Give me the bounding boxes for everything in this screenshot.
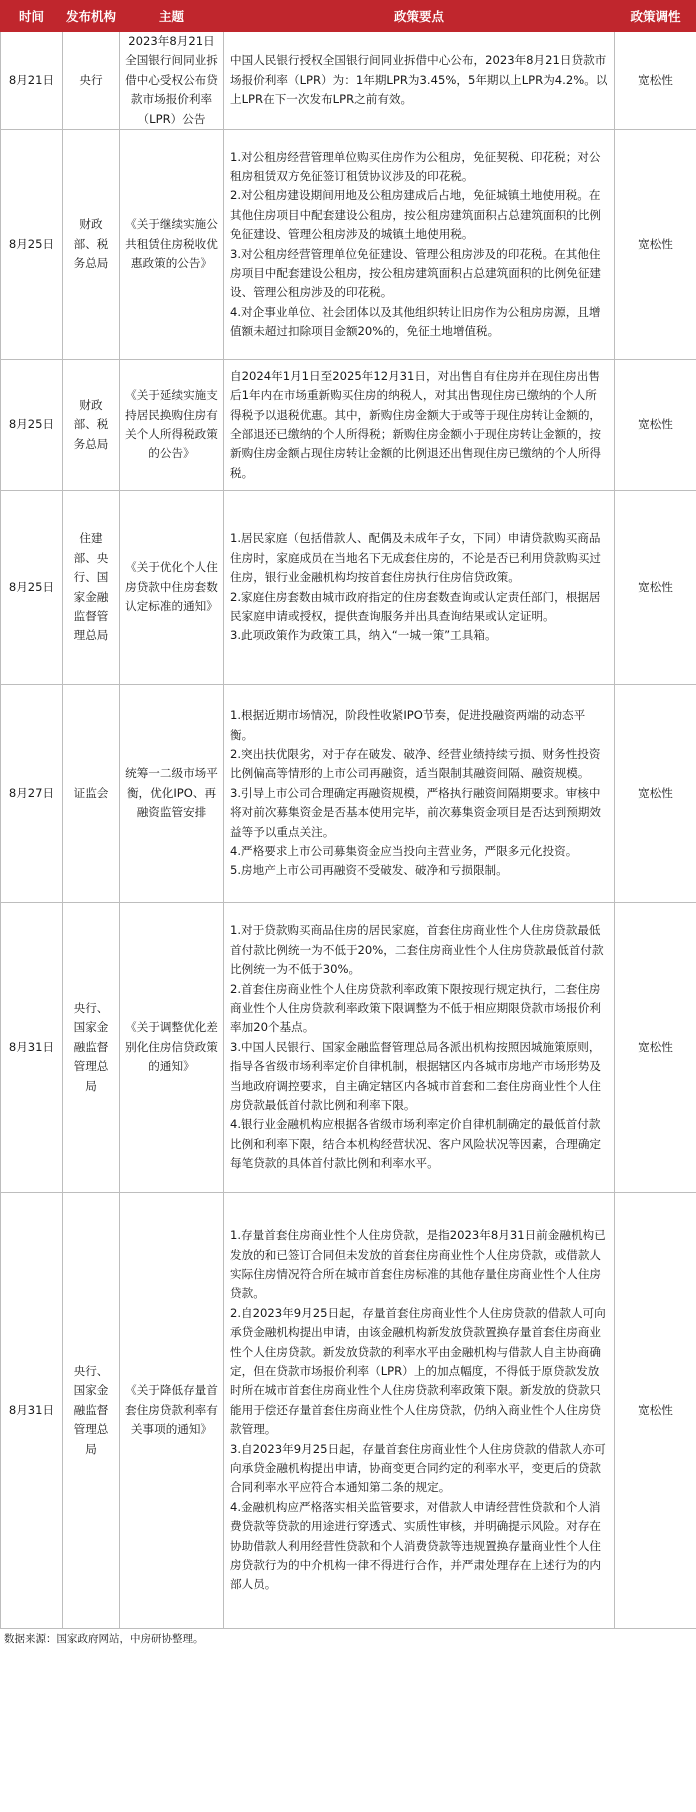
- table-header: [1, 1, 696, 32]
- row-policy-points: [224, 360, 615, 491]
- row-agency: 财政部、税务总局: [63, 360, 120, 491]
- row-policy-points: [224, 685, 615, 903]
- row-policy-points: [224, 130, 615, 360]
- policy-point: 2.首套住房商业性个人住房贷款利率政策下限按现行规定执行，二套住房商业性个人住房贷款利率政策下限调整为不低于相应期限贷款市场报价利率加20个基点。: [230, 981, 602, 1035]
- table-body: [1, 32, 696, 1629]
- table-row: [1, 903, 696, 1193]
- policy-point: 自2024年1月1日至2025年12月31日，对出售自有住房并在现住房出售后1年内在市场重新购买住房的纳税人，对其出售现住房已缴纳的个人所得税予以退税优惠。其中，新购住房金额大于或等于现住房转让金额的，全部退还已缴纳的个人所得税；新购住房金额小于现住房转让金额的，按新购住房金额占现住房转让金额的比例退还出售现住房已缴纳的个人所得税。: [230, 368, 602, 480]
- policy-point: 5.房地产上市公司再融资不受破发、破净和亏损限制。: [230, 863, 508, 878]
- table-row: [1, 1193, 696, 1629]
- row-stance: 宽松性: [615, 32, 696, 130]
- policy-point: 3.中国人民银行、国家金融监督管理总局各派出机构按照因城施策原则，指导各省级市场利率定价自律机制，根据辖区内各城市房地产市场形势及当地政府调控要求，自主确定辖区内各城市首套和二套住房商业性个人住房贷款最低首付款比例和利率下限。: [230, 1039, 602, 1113]
- row-stance: 宽松性: [615, 685, 696, 903]
- header-policy-points: 政策要点: [224, 1, 615, 32]
- row-topic: 2023年8月21日全国银行间同业拆借中心受权公布贷款市场报价利率（LPR）公告: [120, 32, 224, 130]
- row-date: 8月27日: [1, 685, 63, 903]
- row-agency: 央行、国家金融监督管理总局: [63, 903, 120, 1193]
- row-agency: 央行: [63, 32, 120, 130]
- row-stance: 宽松性: [615, 903, 696, 1193]
- policy-point: 1.居民家庭（包括借款人、配偶及未成年子女，下同）申请贷款购买商品住房时，家庭成员在当地名下无成套住房的，不论是否已利用贷款购买过住房，银行业金融机构均按首套住房执行住房信贷政策。: [230, 531, 602, 585]
- policy-point: 4.金融机构应严格落实相关监管要求，对借款人申请经营性贷款和个人消费贷款等贷款的用途进行穿透式、实质性审核，并明确提示风险。对存在协助借款人利用经营性贷款和个人消费贷款等违规置换存量商业性个人住房贷款行为的中介机构一律不得进行合作，并严肃处理存在上述行为的内部人员。: [230, 1499, 602, 1592]
- row-topic: 《关于调整优化差别化住房信贷政策的通知》: [120, 903, 224, 1193]
- row-topic: 《关于优化个人住房贷款中住房套数认定标准的通知》: [120, 491, 224, 685]
- policy-point: 4.严格要求上市公司募集资金应当投向主营业务，严限多元化投资。: [230, 844, 578, 859]
- row-date: 8月25日: [1, 491, 63, 685]
- row-date: 8月31日: [1, 903, 63, 1193]
- row-topic: 《关于继续实施公共租赁住房税收优惠政策的公告》: [120, 130, 224, 360]
- row-agency: 央行、国家金融监督管理总局: [63, 1193, 120, 1629]
- header-agency: 发布机构: [63, 1, 120, 32]
- table-row: [1, 685, 696, 903]
- row-stance: 宽松性: [615, 1193, 696, 1629]
- table-row: [1, 32, 696, 130]
- policy-point: 4.银行业金融机构应根据各省级市场利率定价自律机制确定的最低首付款比例和利率下限，结合本机构经营状况、客户风险状况等因素，合理确定每笔贷款的具体首付款比例和利率水平。: [230, 1117, 602, 1171]
- table-row: [1, 130, 696, 360]
- row-date: 8月25日: [1, 360, 63, 491]
- row-date: 8月25日: [1, 130, 63, 360]
- row-topic: 统筹一二级市场平衡，优化IPO、再融资监管安排: [120, 685, 224, 903]
- row-policy-points: [224, 1193, 615, 1629]
- policy-point: 3.对公租房经营管理单位免征建设、管理公租房涉及的印花税。在其他住房项目中配套建设公租房，按公租房建筑面积占总建筑面积的比例免征建设、管理公租房涉及的印花税。: [230, 246, 602, 300]
- table-row: [1, 491, 696, 685]
- policy-point: 3.自2023年9月25日起，存量首套住房商业性个人住房贷款的借款人亦可向承贷金融机构提出申请，协商变更合同约定的利率水平，变更后的贷款合同利率水平应符合本通知第二条的规定。: [230, 1441, 606, 1495]
- policy-point: 1.对于贷款购买商品住房的居民家庭，首套住房商业性个人住房贷款最低首付款比例统一为不低于20%，二套住房商业性个人住房贷款最低首付款比例统一为不低于30%。: [230, 923, 604, 977]
- row-agency: 证监会: [63, 685, 120, 903]
- policy-point: 中国人民银行授权全国银行间同业拆借中心公布，2023年8月21日贷款市场报价利率（LPR）为：1年期LPR为3.45%，5年期以上LPR为4.2%。以上LPR在下一次发布LPR之前有效。: [230, 53, 608, 107]
- table-row: [1, 360, 696, 491]
- header-policy-stance: 政策调性: [615, 1, 696, 32]
- policy-point: 2.自2023年9月25日起，存量首套住房商业性个人住房贷款的借款人可向承贷金融机构提出申请，由该金融机构新发放贷款置换存量首套住房商业性个人住房贷款。新发放贷款的利率水平由金融机构与借款人自主协商确定，但在贷款市场报价利率（LPR）上的加点幅度，不得低于原贷款发放时所在城市首套住房商业性个人住房贷款利率政策下限。新发放的贷款只能用于偿还存量首套住房商业性个人住房贷款，仍纳入商业性个人住房贷款管理。: [230, 1305, 606, 1437]
- header-topic: 主题: [120, 1, 224, 32]
- policy-point: 1.根据近期市场情况，阶段性收紧IPO节奏，促进投融资两端的动态平衡。: [230, 708, 586, 742]
- row-date: 8月31日: [1, 1193, 63, 1629]
- row-stance: 宽松性: [615, 360, 696, 491]
- row-stance: 宽松性: [615, 130, 696, 360]
- policy-point: 2.对公租房建设期间用地及公租房建成后占地，免征城镇土地使用税。在其他住房项目中配套建设公租房，按公租房建筑面积占总建筑面积的比例免征建设、管理公租房涉及的城镇土地使用税。: [230, 188, 602, 242]
- row-date: 8月21日: [1, 32, 63, 130]
- policy-point: 1.存量首套住房商业性个人住房贷款，是指2023年8月31日前金融机构已发放的和已签订合同但未发放的首套住房商业性个人住房贷款，或借款人实际住房情况符合所在城市首套住房标准的其他存量住房商业性个人住房贷款。: [230, 1228, 606, 1301]
- policy-point: 2.突出扶优限劣，对于存在破发、破净、经营业绩持续亏损、财务性投资比例偏高等情形的上市公司再融资，适当限制其融资间隔、融资规模。: [230, 747, 601, 781]
- row-topic: 《关于降低存量首套住房贷款利率有关事项的通知》: [120, 1193, 224, 1629]
- header-time: 时间: [1, 1, 63, 32]
- policy-point: 1.对公租房经营管理单位购买住房作为公租房，免征契税、印花税；对公租房租赁双方免征签订租赁协议涉及的印花税。: [230, 149, 601, 183]
- row-agency: 财政部、税务总局: [63, 130, 120, 360]
- row-policy-points: [224, 32, 615, 130]
- row-policy-points: [224, 903, 615, 1193]
- policy-point: 3.此项政策作为政策工具，纳入“一城一策”工具箱。: [230, 628, 497, 643]
- source-note: 数据来源：国家政府网站，中房研协整理。: [4, 1633, 204, 1646]
- policy-point: 2.家庭住房套数由城市政府指定的住房套数查询或认定责任部门，根据居民家庭申请或授权，提供查询服务并出具查询结果或认定证明。: [230, 589, 601, 623]
- header-row: [1, 1, 696, 32]
- row-stance: 宽松性: [615, 491, 696, 685]
- row-policy-points: [224, 491, 615, 685]
- row-topic: 《关于延续实施支持居民换购住房有关个人所得税政策的公告》: [120, 360, 224, 491]
- policy-point: 4.对企事业单位、社会团体以及其他组织转让旧房作为公租房房源，且增值额未超过扣除项目金额20%的，免征土地增值税。: [230, 304, 601, 339]
- policy-point: 3.引导上市公司合理确定再融资规模，严格执行融资间隔期要求。审核中将对前次募集资金是否基本使用完毕，前次募集资金项目是否达到预期效益等予以重点关注。: [230, 785, 602, 839]
- row-agency: 住建部、央行、国家金融监督管理总局: [63, 491, 120, 685]
